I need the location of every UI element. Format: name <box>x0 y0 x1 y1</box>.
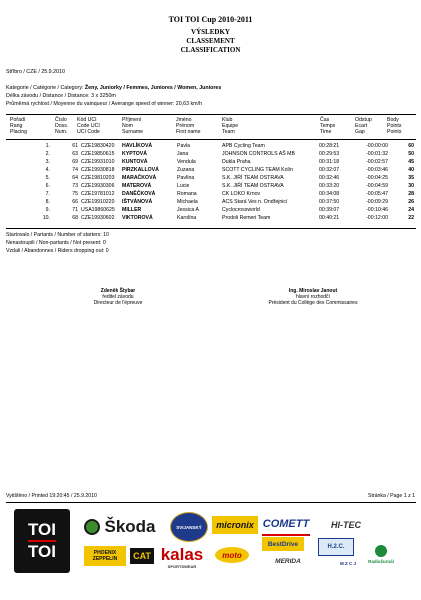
avg-speed-line: Průměrná rychlost / Moyenne du vainqueur / Averange speed of winner: 20,63 km/h <box>6 101 203 107</box>
uci-code: CZE19810203 <box>81 175 115 181</box>
table-row <box>6 166 416 174</box>
phoenix-line-2: ZEPPELIN <box>92 556 118 562</box>
table-row <box>6 142 416 150</box>
surname: HAVLÍKOVÁ <box>122 143 153 149</box>
col-points: Body Points Points <box>387 117 402 135</box>
kalas-logo <box>156 543 208 571</box>
moto-wordmark: moto <box>222 550 242 560</box>
time: 00:32:46 <box>319 175 340 181</box>
radiozurnal-logo <box>364 542 398 566</box>
gap: -00:00:00 <box>366 143 388 149</box>
table-row <box>6 214 416 222</box>
signatory-name: Ing. Miroslav Janout <box>288 288 338 294</box>
time: 00:28:21 <box>319 143 340 149</box>
team: JOHNSON CONTROLS AŠ MB <box>222 151 295 157</box>
time: 00:29:53 <box>319 151 340 157</box>
bib-number: 69 <box>72 159 78 165</box>
table-row <box>6 182 416 190</box>
phoenix-line-1: PHOENIX <box>93 550 117 556</box>
first-name: Pavlína <box>177 175 195 181</box>
merida-wordmark: MERIDA <box>275 557 301 565</box>
surname: VIKTOROVÁ <box>122 215 153 221</box>
uci-code: CZE19830420 <box>81 143 115 149</box>
col-surname: Příjmení Nom Surname <box>122 117 144 135</box>
table-row <box>6 158 416 166</box>
surname: PIRZKALLOVÁ <box>122 167 159 173</box>
first-name: Karolína <box>177 215 197 221</box>
team: APB Cycling Team <box>222 143 265 149</box>
points: 35 <box>408 175 414 181</box>
gap: -00:04:59 <box>366 183 388 189</box>
team: S.K. JIŘÍ TEAM OSTRAVA <box>222 183 284 189</box>
place: 8. <box>45 199 50 205</box>
gap: -00:03:46 <box>366 167 388 173</box>
page-number: Stránka / Page 1 z 1 <box>367 493 415 499</box>
signatory-role-fr: Directeur de l'épreuve <box>93 300 143 306</box>
points: 60 <box>408 143 414 149</box>
micronix-logo <box>212 516 258 534</box>
hitec-wordmark: HI-TEC <box>331 520 361 530</box>
dropped-out-count: Vzdali / Abandonnes / Riders dropping out: 0 <box>6 248 109 254</box>
gap: -00:01:32 <box>366 151 388 157</box>
team: SCOTT CYCLING TEAM Kolín <box>222 167 294 173</box>
bib-number: 68 <box>72 215 78 221</box>
skoda-emblem-icon <box>84 519 100 535</box>
first-name: Lucie <box>177 183 190 189</box>
uci-code: CZE19781012 <box>81 191 115 197</box>
time: 00:34:08 <box>319 191 340 197</box>
place: 5. <box>45 175 50 181</box>
gap: -00:10:46 <box>366 207 388 213</box>
time: 00:32:07 <box>319 167 340 173</box>
team: Prodoli Remeri Team <box>222 215 271 221</box>
time: 00:40:21 <box>319 215 340 221</box>
toitoi-logo <box>14 509 70 573</box>
place: 3. <box>45 159 50 165</box>
mzcj-logo <box>336 558 360 568</box>
category-line <box>6 85 221 91</box>
time: 00:31:18 <box>319 159 340 165</box>
moto-logo <box>215 547 249 563</box>
team: Cyclocrossworld <box>222 207 260 213</box>
place: 1. <box>45 143 50 149</box>
table-row <box>6 206 416 214</box>
bib-number: 66 <box>72 199 78 205</box>
team: S.K. JIŘÍ TEAM OSTRAVA <box>222 175 284 181</box>
svijany-wordmark: SVIJANSKÝ <box>176 524 202 530</box>
heading-line-en: CLASSIFICATION <box>180 46 241 54</box>
first-name: Jana <box>177 151 189 157</box>
surname: MARAČKOVÁ <box>122 175 157 181</box>
bib-number: 63 <box>72 151 78 157</box>
surname: MATEROVÁ <box>122 183 152 189</box>
place: 10. <box>42 215 50 221</box>
first-name: Vendula <box>177 159 196 165</box>
comett-logo <box>262 514 310 536</box>
first-name: Pavla <box>177 143 190 149</box>
table-bottom-rule <box>6 228 416 229</box>
bib-number: 61 <box>72 143 78 149</box>
bestdrive-wordmark: BestDrive <box>267 540 299 548</box>
time: 00:33:20 <box>319 183 340 189</box>
toitoi-line-2: TOI <box>27 542 57 561</box>
gap: -00:09:29 <box>366 199 388 205</box>
gap: -00:02:57 <box>366 159 388 165</box>
points: 28 <box>408 191 414 197</box>
printed-timestamp: Vytištěno / Printed 19:20:45 / 25.9.2010 <box>6 493 97 499</box>
first-name: Michaela <box>177 199 198 205</box>
signatory-role: hlavní rozhodčí <box>296 294 330 300</box>
gap: -00:12:00 <box>366 215 388 221</box>
comett-wordmark: COMETT <box>262 518 310 530</box>
cat-logo <box>130 548 154 564</box>
h2c-wordmark: H.2.C. <box>327 544 345 550</box>
surname: MILLER <box>122 207 142 213</box>
signatory-name: Zdeněk Štybar <box>100 288 136 294</box>
surname: IŠTVÁNOVÁ <box>122 199 153 205</box>
table-top-rule <box>6 114 416 115</box>
not-present-count: Nenastoupili / Non-partants / Not present: 0 <box>6 240 106 246</box>
heading-line-cz: VÝSLEDKY <box>191 28 230 36</box>
points: 26 <box>408 199 414 205</box>
points: 50 <box>408 151 414 157</box>
category-value: Ženy, Juniorky / Femmes, Juniores / Women, Juniores <box>84 85 222 91</box>
table-header-rule <box>6 139 416 140</box>
gap: -00:04:25 <box>366 175 388 181</box>
chief-commissaire-signature <box>233 288 393 306</box>
bib-number: 73 <box>72 183 78 189</box>
col-number: Číslo Doss. Num. <box>55 117 69 135</box>
race-director-signature <box>38 288 198 306</box>
points: 40 <box>408 167 414 173</box>
bib-number: 71 <box>72 207 78 213</box>
starters-count: Startovalo / Partants / Number of starters: 10 <box>6 232 109 238</box>
col-gap: Odstup Ecart Gap <box>355 117 372 135</box>
merida-logo <box>262 555 314 567</box>
signatory-role-fr: Président du Collège des Commissaires <box>268 300 358 306</box>
phoenix-zeppelin-logo <box>84 546 126 566</box>
col-uci-code: Kód UCI Code UCI UCI Code <box>77 117 100 135</box>
first-name: Romana <box>177 191 197 197</box>
first-name: Jessica A <box>177 207 199 213</box>
document-title: TOI TOI Cup 2010-2011 <box>168 15 253 24</box>
time: 00:39:07 <box>319 207 340 213</box>
team: ACS Stará Ves n. Ondřejnicí <box>222 199 288 205</box>
radiozurnal-icon <box>375 545 387 557</box>
place-date: Stříbro / CZE / 25.9.2010 <box>6 69 65 75</box>
toitoi-line-1: TOI <box>28 520 56 542</box>
h2c-logo <box>318 538 354 556</box>
skoda-logo <box>78 516 162 538</box>
table-row <box>6 198 416 206</box>
table-row <box>6 174 416 182</box>
uci-code: CZE19930306 <box>81 183 115 189</box>
bib-number: 74 <box>72 167 78 173</box>
uci-code: USA19860625 <box>81 207 115 213</box>
place: 9. <box>45 207 50 213</box>
cat-wordmark: CAT <box>133 551 151 561</box>
place: 2. <box>45 151 50 157</box>
hitec-logo <box>318 516 374 534</box>
first-name: Zuzana <box>177 167 195 173</box>
place: 6. <box>45 183 50 189</box>
team: CK LOKO Krnov <box>222 191 261 197</box>
place: 4. <box>45 167 50 173</box>
gap: -00:05:47 <box>366 191 388 197</box>
col-time: Čas Temps Time <box>320 117 336 135</box>
uci-code: CZE19930818 <box>81 167 115 173</box>
kalas-wordmark: kalas <box>160 544 204 564</box>
signatory-role: ředitel závodu <box>102 294 134 300</box>
uci-code: CZE19931010 <box>81 159 115 165</box>
radiozurnal-wordmark: Radiožurnál <box>368 558 394 564</box>
surname: KUNTOVÁ <box>122 159 148 165</box>
place: 7. <box>45 191 50 197</box>
surname: DANĚČKOVÁ <box>122 191 156 197</box>
table-row <box>6 150 416 158</box>
skoda-wordmark: Škoda <box>104 517 156 536</box>
points: 45 <box>408 159 414 165</box>
mzcj-wordmark: M Z C J <box>339 560 356 566</box>
bib-number: 75 <box>72 191 78 197</box>
heading-line-fr: CLASSEMENT <box>186 37 235 45</box>
uci-code: CZE19850615 <box>81 151 115 157</box>
points: 30 <box>408 183 414 189</box>
team: Dukla Praha <box>222 159 251 165</box>
svijany-logo <box>170 512 208 542</box>
bib-number: 64 <box>72 175 78 181</box>
points: 24 <box>408 207 414 213</box>
col-place: Pořadí Rang Placing <box>10 117 28 135</box>
results-heading <box>0 28 421 55</box>
bestdrive-logo <box>262 537 304 551</box>
category-label: Kategorie / Catégorie / Category: <box>6 85 84 91</box>
footer-rule <box>6 502 416 503</box>
kalas-sub: SPORTSWEAR <box>167 563 197 569</box>
surname: KYPTOVÁ <box>122 151 147 157</box>
uci-code: CZE19910220 <box>81 199 115 205</box>
table-row <box>6 190 416 198</box>
uci-code: CZE19930602 <box>81 215 115 221</box>
points: 22 <box>408 215 414 221</box>
distance-line: Délka závodu / Distance / Distance: 3 x 3250m <box>6 93 116 99</box>
micronix-wordmark: micronix <box>216 520 254 530</box>
time: 00:37:50 <box>319 199 340 205</box>
col-first-name: Jméno Prénom First name <box>176 117 201 135</box>
col-team: Klub Equipe Team <box>222 117 239 135</box>
